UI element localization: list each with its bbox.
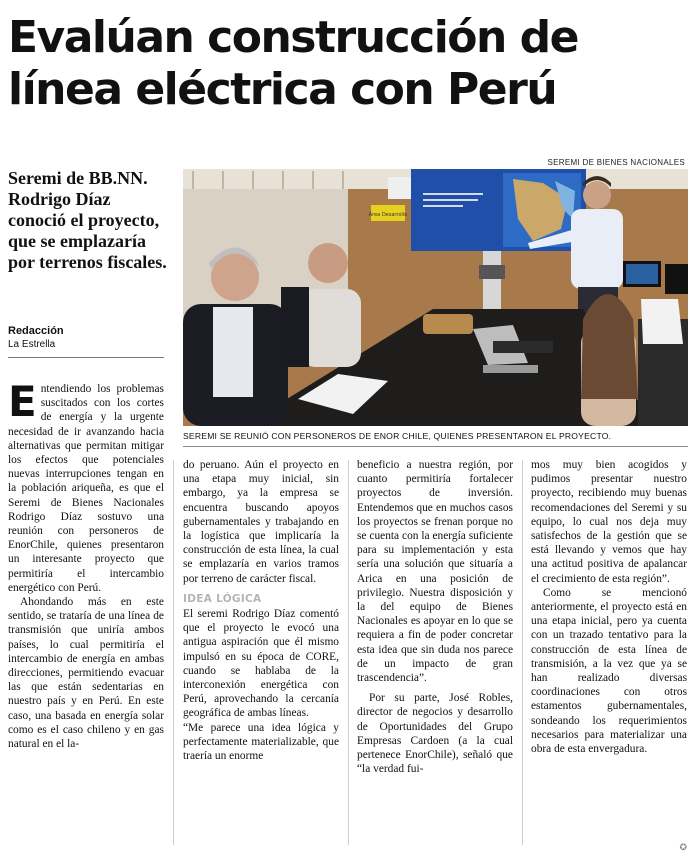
paragraph-text: ntendiendo los problemas suscitados con los cortes de energía y la urgente necesidad de ir avanzando hacia alternativas que permitan mitigar los efectos que potenciales nuevas interrupciones tengan en la población ariqueña, es que el Seremi de Bienes Nacionales Rodrigo Díaz sostuvo una reunión con personeros de EnorChile, quienes presentaron un interesante proyecto que permitiría el intercambio energético con Perú. <box>8 383 164 594</box>
room-sign: Área Desarrollo <box>368 212 408 218</box>
column-divider <box>173 460 174 845</box>
dropcap: E <box>8 377 37 426</box>
article-column-2 <box>183 458 339 763</box>
subheadline: Seremi de BB.NN. Rodrigo Díaz conoció el proyecto, que se emplazaría por terrenos fiscales. <box>8 168 167 272</box>
paragraph: Como se mencionó anteriormente, el proyecto está en una etapa inicial, pero ya cuenta con un trazado tentativo para la construcción de esta línea de transmisión, a la vez que ya se han realizado diversas coordinaciones con otros estamentos gubernamentales, sondeando los requerimientos necesarios para materializar una obra de esta envergadura. <box>531 586 687 756</box>
byline-divider <box>8 357 164 358</box>
author-name: Redacción <box>8 325 64 337</box>
paragraph: do peruano. Aún el proyecto en una etapa muy inicial, sin embargo, ya la empresa se encuentra buscando apoyos gubernamentales y trabajando en la logística que implicaría la construcción de esta línea, la cual se emplazaría en varios tramos por terreno de carácter fiscal. <box>183 459 339 585</box>
section-subtitle: IDEA LÓGICA <box>183 592 262 605</box>
paragraph: “Me parece una idea lógica y perfectamente materializable, que traería un enorme <box>183 721 339 763</box>
article-column-1 <box>8 377 164 751</box>
paragraph: El seremi Rodrigo Díaz comentó que el proyecto le evocó una antigua aspiración que él mismo impulsó en su época de CORE, cuando se hablaba de la interconexión energética con Perú, aprovechando la cercanía geográfica de ambas líneas. <box>183 608 339 720</box>
byline <box>8 325 164 351</box>
paragraph <box>8 377 164 595</box>
article-photo <box>183 169 688 426</box>
end-of-article-icon: ✪ <box>679 842 687 852</box>
author-publication: La Estrella <box>8 339 56 350</box>
article-column-4 <box>531 458 687 756</box>
paragraph: Ahondando más en este sentido, se trataría de una línea de transmisión que uniría ambos países, lo cual permitiría el intercambio de energía en ambas direcciones, permitiendo evacuar las que están sedentarias en nuestro país y en Perú. En este caso, una basada en energía solar como es el caso chileno y en gas natural en el la- <box>8 596 164 751</box>
paragraph: mos muy bien acogidos y pudimos presentar nuestro proyecto, recibiendo muy buenas recomendaciones del Seremi y su equipo, lo cual nos deja muy satisfechos de la gestión que se está llevando y vemos que hay una actitud positiva de apalancar el crecimiento de esta región”. <box>531 459 687 585</box>
caption-divider <box>183 446 688 447</box>
column-divider <box>522 460 523 845</box>
meeting-photo-illustration <box>183 169 688 426</box>
paragraph: beneficio a nuestra región, por cuanto permitiría fortalecer proyectos de inversión. Entendemos que en muchos casos los proyectos se frenan porque no se cuenta con la energía suficiente para su implementación y esta sería una solución que situaría a Arica en una posición de privilegio. Nuestra disposición y la del equipo de Bienes Nacionales es apoyar en lo que se requiera a fin de poder concretar esta idea que sin duda nos parece de un impacto de gran trascendencia”. <box>357 459 513 685</box>
article-column-3 <box>357 458 513 776</box>
column-divider <box>348 460 349 845</box>
headline: Evalúan construcción de línea eléctrica con Perú <box>8 12 579 115</box>
photo-caption: SEREMI SE REUNIÓ CON PERSONEROS DE ENOR CHILE, QUIENES PRESENTARON EL PROYECTO. <box>183 431 612 441</box>
photo-credit: SEREMI DE BIENES NACIONALES <box>547 158 685 167</box>
paragraph: Por su parte, José Robles, director de negocios y desarrollo de Oportunidades del Grupo Empresas Cardoen (a la cual pertenece EnorChile), señaló que “la verdad fui- <box>357 692 513 776</box>
